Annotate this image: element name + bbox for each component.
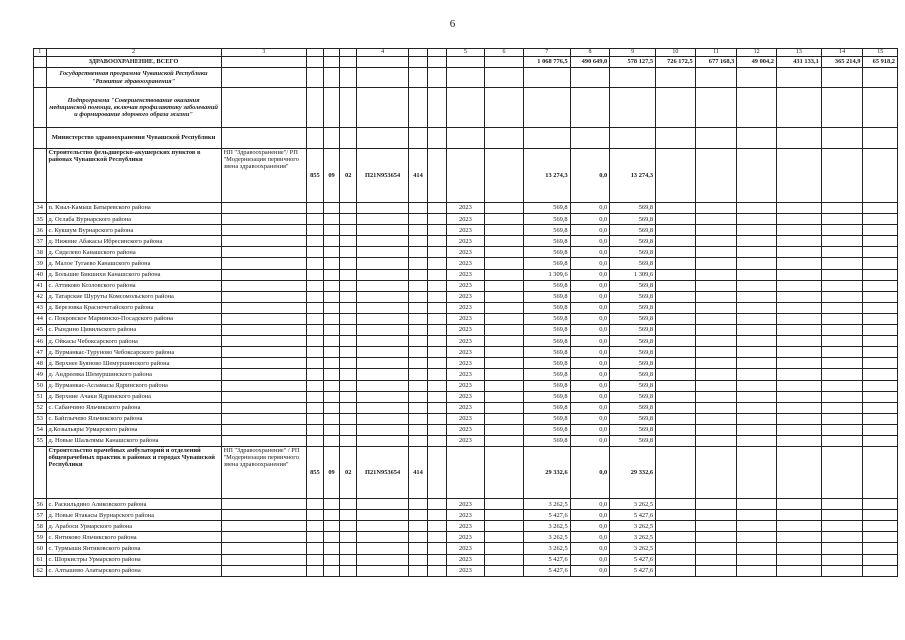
year-cell: 2023	[446, 280, 485, 291]
col8-cell: 0,0	[570, 380, 610, 391]
row-number: 36	[34, 225, 47, 236]
settlement-name: д. Новые Ятакасы Вурнарского района	[46, 510, 221, 521]
col8-cell: 0,0	[570, 402, 610, 413]
table-row	[34, 302, 898, 313]
header-cell	[409, 49, 428, 57]
header-cell: 10	[656, 49, 696, 57]
col8-cell: 0,0	[570, 325, 610, 336]
col7-cell: 569,8	[523, 391, 570, 402]
row-number: 39	[34, 258, 47, 269]
year-cell: 2023	[446, 203, 485, 214]
settlement-name: д. Верхнее Буяново Шемуршинского района	[46, 358, 221, 369]
col8-cell: 0,0	[570, 203, 610, 214]
table-row	[34, 424, 898, 435]
col8-cell: 0,0	[570, 521, 610, 532]
header-cell: 2	[46, 49, 221, 57]
year-cell: 2023	[446, 313, 485, 324]
col8-cell: 0,0	[570, 336, 610, 347]
group2-title: Строительство врачебных амбулаторий и отделений общеврачебных практик в районах и городах Чувашской Республики	[46, 447, 221, 499]
settlement-name: д. Ойкасы Чебоксарского района	[46, 336, 221, 347]
col9-cell: 5 427,6	[610, 565, 656, 576]
header-cell: 7	[523, 49, 570, 57]
group1-title: Строительство фельдшерско-акушерских пунктов в районах Чувашской Республики	[46, 149, 221, 203]
settlement-name: с. Кукшум Вурнарского района	[46, 225, 221, 236]
col9-cell: 569,8	[610, 413, 656, 424]
header-cell: 11	[695, 49, 737, 57]
header-cell: 3	[221, 49, 306, 57]
year-cell: 2023	[446, 347, 485, 358]
year-cell: 2023	[446, 510, 485, 521]
col9-cell: 3 262,5	[610, 543, 656, 554]
col8-cell: 0,0	[570, 565, 610, 576]
col7-cell: 569,8	[523, 214, 570, 225]
year-cell: 2023	[446, 499, 485, 510]
year-cell: 2023	[446, 565, 485, 576]
year-cell: 2023	[446, 380, 485, 391]
row-number: 58	[34, 521, 47, 532]
settlement-name: д. Сиделево Канашского района	[46, 247, 221, 258]
header-cell: 13	[776, 49, 821, 57]
table-row	[34, 336, 898, 347]
table-row	[34, 214, 898, 225]
row-number: 53	[34, 413, 47, 424]
header-cell	[427, 49, 446, 57]
row-number: 49	[34, 369, 47, 380]
year-cell: 2023	[446, 258, 485, 269]
table-row	[34, 543, 898, 554]
settlement-name: с. Турмыши Янтиковского района	[46, 543, 221, 554]
row-number: 46	[34, 336, 47, 347]
year-cell: 2023	[446, 391, 485, 402]
col7-cell: 3 262,5	[523, 521, 570, 532]
table-row	[34, 236, 898, 247]
year-cell: 2023	[446, 291, 485, 302]
row-number: 55	[34, 435, 47, 446]
col9-cell: 5 427,6	[610, 510, 656, 521]
col7-cell: 3 262,5	[523, 543, 570, 554]
total-col9: 578 127,5	[610, 57, 656, 68]
row-number: 47	[34, 347, 47, 358]
col7-cell: 569,8	[523, 413, 570, 424]
page-number: 6	[449, 18, 456, 30]
col9-cell: 5 427,6	[610, 554, 656, 565]
table-row	[34, 358, 898, 369]
row-number: 37	[34, 236, 47, 247]
year-cell: 2023	[446, 247, 485, 258]
col7-cell: 569,8	[523, 424, 570, 435]
table-row	[34, 347, 898, 358]
col9-cell: 569,8	[610, 380, 656, 391]
col8-cell: 0,0	[570, 424, 610, 435]
group2-code-section: 09	[323, 447, 340, 499]
table-row	[34, 510, 898, 521]
header-cell	[340, 49, 357, 57]
row-number: 43	[34, 302, 47, 313]
col9-cell: 569,8	[610, 391, 656, 402]
col7-cell: 569,8	[523, 358, 570, 369]
col7-cell: 569,8	[523, 325, 570, 336]
settlement-name: д. Татарские Шуруты Комсомольского района	[46, 291, 221, 302]
table-row	[34, 391, 898, 402]
year-cell: 2023	[446, 269, 485, 280]
col7-cell: 3 262,5	[523, 499, 570, 510]
settlement-name: д. Арабоси Урмарского района	[46, 521, 221, 532]
col8-cell: 0,0	[570, 413, 610, 424]
settlement-name: д. Ослаба Вурнарского района	[46, 214, 221, 225]
header-cell: 6	[485, 49, 524, 57]
col9-cell: 569,8	[610, 247, 656, 258]
col9-cell: 569,8	[610, 424, 656, 435]
col9-cell: 569,8	[610, 347, 656, 358]
header-cell: 1	[34, 49, 47, 57]
row-number: 62	[34, 565, 47, 576]
settlement-name: д. Верхние Ачаки Ядринского района	[46, 391, 221, 402]
col8-cell: 0,0	[570, 236, 610, 247]
row-number: 59	[34, 532, 47, 543]
col7-cell: 1 309,6	[523, 269, 570, 280]
table-row	[34, 521, 898, 532]
settlement-name: д. Малое Тугаево Канашского района	[46, 258, 221, 269]
row-number: 34	[34, 203, 47, 214]
col7-cell: 569,8	[523, 336, 570, 347]
total-label: ЗДРАВООХРАНЕНИЕ, ВСЕГО	[46, 57, 221, 68]
year-cell: 2023	[446, 521, 485, 532]
col7-cell: 5 427,6	[523, 565, 570, 576]
table-row	[34, 499, 898, 510]
col9-cell: 569,8	[610, 358, 656, 369]
settlement-name: д. Андреевка Шемуршинского района	[46, 369, 221, 380]
total-col11: 677 168,3	[695, 57, 737, 68]
total-col12: 49 004,2	[737, 57, 777, 68]
col9-cell: 569,8	[610, 325, 656, 336]
subprogram-row	[34, 88, 898, 128]
col8-cell: 0,0	[570, 358, 610, 369]
total-row	[34, 57, 898, 68]
settlement-name: с. Янтиково Яльчикского района	[46, 532, 221, 543]
table-row	[34, 554, 898, 565]
header-cell	[307, 49, 324, 57]
row-number: 44	[34, 313, 47, 324]
col9-cell: 3 262,5	[610, 521, 656, 532]
year-cell: 2023	[446, 302, 485, 313]
col8-cell: 0,0	[570, 543, 610, 554]
group1-code-section: 09	[323, 149, 340, 203]
table-row	[34, 291, 898, 302]
col9-cell: 569,8	[610, 402, 656, 413]
group1-code-ministry: 855	[307, 149, 324, 203]
total-col7: 1 068 776,5	[523, 57, 570, 68]
header-cell	[323, 49, 340, 57]
year-cell: 2023	[446, 402, 485, 413]
col8-cell: 0,0	[570, 435, 610, 446]
col7-cell: 569,8	[523, 247, 570, 258]
settlement-name: д. Новые Шальтямы Канашского района	[46, 435, 221, 446]
col9-cell: 1 309,6	[610, 269, 656, 280]
settlement-name: д. Большие Бикшихи Канашского района	[46, 269, 221, 280]
row-number: 38	[34, 247, 47, 258]
col7-cell: 569,8	[523, 435, 570, 446]
header-cell: 5	[446, 49, 485, 57]
header-cell: 4	[357, 49, 409, 57]
program-row	[34, 68, 898, 88]
row-number: 42	[34, 291, 47, 302]
group2-code-ministry: 855	[307, 447, 324, 499]
col9-cell: 569,8	[610, 435, 656, 446]
ministry-row	[34, 128, 898, 149]
table-row	[34, 258, 898, 269]
col9-cell: 569,8	[610, 291, 656, 302]
group1-code-target: П21N953654	[357, 149, 409, 203]
col7-cell: 3 262,5	[523, 532, 570, 543]
col7-cell: 569,8	[523, 369, 570, 380]
year-cell: 2023	[446, 554, 485, 565]
settlement-name: с. Раскильдино Аликовского района	[46, 499, 221, 510]
table-row	[34, 313, 898, 324]
group1-col7: 13 274,3	[523, 149, 570, 203]
table-row	[34, 369, 898, 380]
table-row	[34, 413, 898, 424]
col8-cell: 0,0	[570, 214, 610, 225]
col8-cell: 0,0	[570, 269, 610, 280]
row-number: 45	[34, 325, 47, 336]
col9-cell: 569,8	[610, 369, 656, 380]
row-number: 54	[34, 424, 47, 435]
group2-col9: 29 332,6	[610, 447, 656, 499]
year-cell: 2023	[446, 369, 485, 380]
year-cell: 2023	[446, 413, 485, 424]
col7-cell: 5 427,6	[523, 554, 570, 565]
col7-cell: 569,8	[523, 380, 570, 391]
year-cell: 2023	[446, 424, 485, 435]
col9-cell: 569,8	[610, 236, 656, 247]
group2-code-subsection: 02	[340, 447, 357, 499]
table-row	[34, 225, 898, 236]
table-row	[34, 380, 898, 391]
col9-cell: 569,8	[610, 313, 656, 324]
year-cell: 2023	[446, 336, 485, 347]
header-cell: 9	[610, 49, 656, 57]
col9-cell: 569,8	[610, 258, 656, 269]
col8-cell: 0,0	[570, 554, 610, 565]
row-number: 57	[34, 510, 47, 521]
settlement-name: д.Козыльяры Урмарского района	[46, 424, 221, 435]
table-row	[34, 247, 898, 258]
settlement-name: с. Сабанчино Яльчикского района	[46, 402, 221, 413]
settlement-name: с. Алтышево Алатырского района	[46, 565, 221, 576]
year-cell: 2023	[446, 532, 485, 543]
year-cell: 2023	[446, 358, 485, 369]
group2-col8: 0,0	[570, 447, 610, 499]
year-cell: 2023	[446, 225, 485, 236]
settlement-name: с. Аттиково Козловского района	[46, 280, 221, 291]
row-number: 56	[34, 499, 47, 510]
header-cell: 15	[863, 49, 898, 57]
col7-cell: 569,8	[523, 203, 570, 214]
col8-cell: 0,0	[570, 225, 610, 236]
year-cell: 2023	[446, 325, 485, 336]
year-cell: 2023	[446, 435, 485, 446]
table-row	[34, 402, 898, 413]
col7-cell: 569,8	[523, 280, 570, 291]
table-row	[34, 203, 898, 214]
col9-cell: 569,8	[610, 225, 656, 236]
table-row	[34, 269, 898, 280]
table-row	[34, 565, 898, 576]
group2-code-target: П21N953654	[357, 447, 409, 499]
header-cell: 14	[821, 49, 863, 57]
total-col10: 726 172,5	[656, 57, 696, 68]
group1-code-type: 414	[409, 149, 428, 203]
col9-cell: 569,8	[610, 280, 656, 291]
budget-table	[33, 48, 898, 577]
col7-cell: 569,8	[523, 313, 570, 324]
settlement-name: п. Кзыл-Камыш Батыревского района	[46, 203, 221, 214]
settlement-name: д. Вурманкас-Туруново Чебоксарского района	[46, 347, 221, 358]
col7-cell: 569,8	[523, 347, 570, 358]
col7-cell: 569,8	[523, 291, 570, 302]
col9-cell: 569,8	[610, 214, 656, 225]
col8-cell: 0,0	[570, 510, 610, 521]
row-number: 35	[34, 214, 47, 225]
header-cell: 12	[737, 49, 777, 57]
group1-col9: 13 274,3	[610, 149, 656, 203]
col9-cell: 569,8	[610, 203, 656, 214]
year-cell: 2023	[446, 543, 485, 554]
ministry-title: Министерство здравоохранения Чувашской Республики	[46, 128, 221, 149]
settlement-name: д. Нижние Абакасы Ибресинского района	[46, 236, 221, 247]
col9-cell: 3 262,5	[610, 532, 656, 543]
year-cell: 2023	[446, 214, 485, 225]
group2-header-row	[34, 447, 898, 499]
col8-cell: 0,0	[570, 532, 610, 543]
col8-cell: 0,0	[570, 258, 610, 269]
group2-code-type: 414	[409, 447, 428, 499]
group1-col8: 0,0	[570, 149, 610, 203]
col7-cell: 569,8	[523, 402, 570, 413]
row-number: 52	[34, 402, 47, 413]
table-row	[34, 532, 898, 543]
col8-cell: 0,0	[570, 369, 610, 380]
group2-project: НП "Здравоохранение" / РП "Модернизация первичного звена здравоохранения"	[221, 447, 306, 499]
total-col13: 431 133,1	[776, 57, 821, 68]
total-col8: 490 649,0	[570, 57, 610, 68]
col8-cell: 0,0	[570, 280, 610, 291]
column-number-header-row	[34, 49, 898, 57]
col9-cell: 569,8	[610, 336, 656, 347]
col7-cell: 5 427,6	[523, 510, 570, 521]
row-number: 48	[34, 358, 47, 369]
settlement-name: д. Березовка Красночетайского района	[46, 302, 221, 313]
row-number: 61	[34, 554, 47, 565]
table-row	[34, 280, 898, 291]
row-number: 60	[34, 543, 47, 554]
group1-header-row	[34, 149, 898, 203]
col8-cell: 0,0	[570, 247, 610, 258]
settlement-name: д. Вурманкас-Асламасы Ядринского района	[46, 380, 221, 391]
col7-cell: 569,8	[523, 258, 570, 269]
group2-col7: 29 332,6	[523, 447, 570, 499]
year-cell: 2023	[446, 236, 485, 247]
col9-cell: 3 262,5	[610, 499, 656, 510]
row-number: 50	[34, 380, 47, 391]
table-row	[34, 435, 898, 446]
col7-cell: 569,8	[523, 302, 570, 313]
col9-cell: 569,8	[610, 302, 656, 313]
settlement-name: с. Рындино Цивильского района	[46, 325, 221, 336]
col8-cell: 0,0	[570, 347, 610, 358]
col8-cell: 0,0	[570, 291, 610, 302]
col8-cell: 0,0	[570, 313, 610, 324]
col8-cell: 0,0	[570, 499, 610, 510]
table-row	[34, 325, 898, 336]
row-number: 51	[34, 391, 47, 402]
row-number: 40	[34, 269, 47, 280]
group1-code-subsection: 02	[340, 149, 357, 203]
group1-project: НП "Здравоохранение"/ РП "Модернизация первичного звена здравоохранения"	[221, 149, 306, 203]
col8-cell: 0,0	[570, 302, 610, 313]
col7-cell: 569,8	[523, 225, 570, 236]
program-title: Государственная программа Чувашской Республики "Развитие здравоохранения"	[46, 68, 221, 88]
settlement-name: с. Байглычево Яльчикского района	[46, 413, 221, 424]
settlement-name: с. Покровское Мариинско-Посадского района	[46, 313, 221, 324]
header-cell: 8	[570, 49, 610, 57]
total-col14: 365 214,9	[821, 57, 863, 68]
row-number: 41	[34, 280, 47, 291]
total-col15: 65 918,2	[863, 57, 898, 68]
subprogram-title: Подпрограмма "Совершенствование оказания медицинской помощи, включая профилактику заболеваний и формирование здорового образа жизни"	[46, 88, 221, 128]
col8-cell: 0,0	[570, 391, 610, 402]
settlement-name: с. Шоркистры Урмарского района	[46, 554, 221, 565]
col7-cell: 569,8	[523, 236, 570, 247]
